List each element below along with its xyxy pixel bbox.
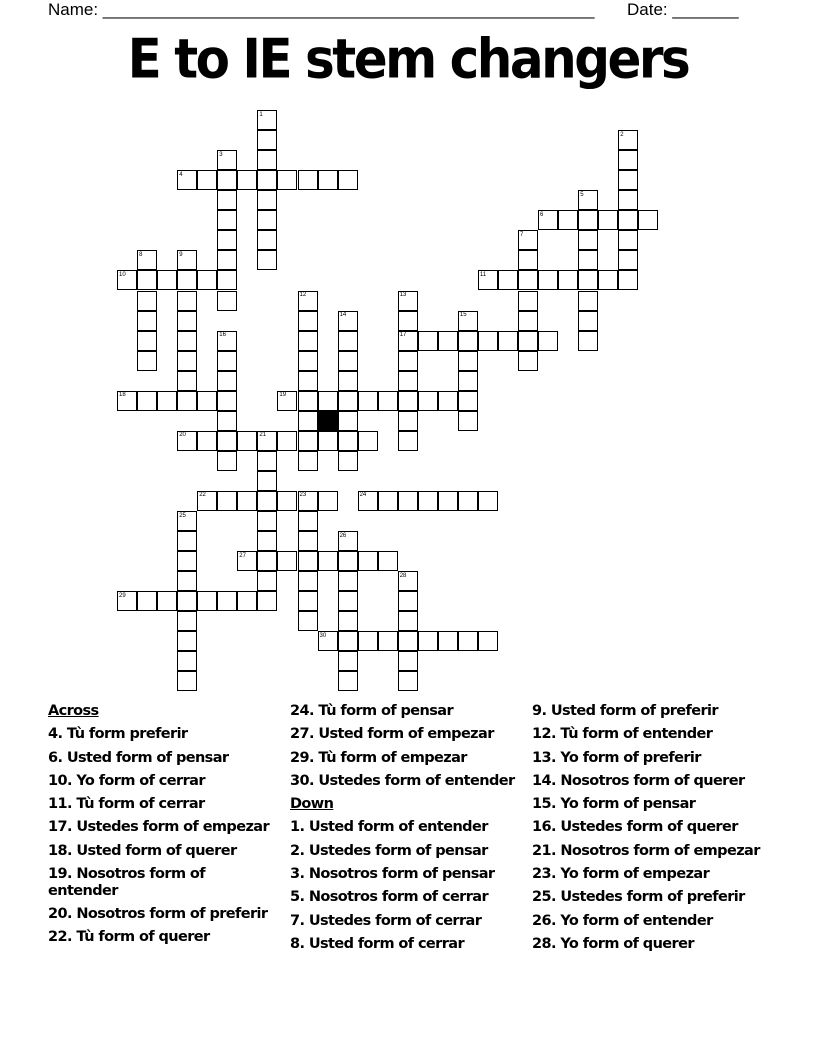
grid-cell[interactable]: [237, 431, 257, 451]
clue-item: 23. Yo form of empezar: [532, 866, 710, 883]
date-field[interactable]: Date: _______: [627, 0, 739, 19]
grid-cell[interactable]: [257, 551, 277, 571]
clue-item: 10. Yo form of cerrar: [48, 772, 205, 789]
clue-item: 18. Usted form of querer: [48, 842, 237, 859]
grid-cell[interactable]: [338, 451, 358, 471]
grid-cell[interactable]: [257, 230, 277, 250]
grid-cell[interactable]: [177, 531, 197, 551]
grid-cell[interactable]: [418, 391, 438, 411]
grid-cell[interactable]: [338, 391, 358, 411]
clue-column-2: [290, 700, 526, 956]
clue-item: 8. Usted form of cerrar: [290, 935, 465, 952]
clue-number: 8: [139, 251, 143, 258]
grid-cell[interactable]: [478, 331, 498, 351]
grid-cell[interactable]: [338, 431, 358, 451]
grid-cell[interactable]: [217, 431, 237, 451]
grid-cell[interactable]: [137, 331, 157, 351]
grid-cell[interactable]: [438, 491, 458, 511]
grid-cell[interactable]: [318, 491, 338, 511]
clue-number: 16: [219, 332, 226, 339]
grid-cell[interactable]: [257, 210, 277, 230]
clue-item: 30. Ustedes form of entender: [290, 772, 515, 789]
grid-cell[interactable]: [257, 511, 277, 531]
clue-number: 22: [199, 492, 206, 499]
grid-cell[interactable]: [177, 291, 197, 311]
grid-cell[interactable]: [298, 331, 318, 351]
grid-cell[interactable]: [217, 230, 237, 250]
grid-cell[interactable]: [217, 591, 237, 611]
grid-cell[interactable]: [318, 170, 338, 190]
clue-number: 30: [319, 632, 327, 639]
grid-cell[interactable]: [197, 591, 217, 611]
grid-cell[interactable]: [398, 611, 418, 631]
clue-column-1: [48, 700, 276, 949]
grid-cell[interactable]: [257, 170, 277, 190]
grid-cell[interactable]: [498, 331, 518, 351]
grid-cell[interactable]: [257, 250, 277, 270]
grid-cell[interactable]: [618, 250, 638, 270]
grid-cell[interactable]: [518, 270, 538, 290]
grid-cell[interactable]: [237, 591, 257, 611]
grid-cell[interactable]: [578, 270, 598, 290]
grid-cell[interactable]: [217, 270, 237, 290]
grid-cell[interactable]: [298, 511, 318, 531]
grid-cell[interactable]: [438, 391, 458, 411]
grid-cell[interactable]: [298, 591, 318, 611]
grid-cell[interactable]: [217, 371, 237, 391]
shaded-cell: [318, 411, 338, 431]
grid-cell[interactable]: [598, 210, 618, 230]
clue-item: 22. Tù form of querer: [48, 929, 210, 946]
grid-cell[interactable]: [458, 391, 478, 411]
clue-number: 9: [179, 251, 183, 258]
grid-cell[interactable]: [217, 391, 237, 411]
name-field[interactable]: Name: ____________________________________________________: [48, 0, 595, 19]
grid-cell[interactable]: [318, 431, 338, 451]
grid-cell[interactable]: [217, 491, 237, 511]
grid-cell[interactable]: [197, 431, 217, 451]
grid-cell[interactable]: [378, 491, 398, 511]
clue-item: 19. Nosotros form of entender: [48, 866, 205, 900]
grid-cell[interactable]: [618, 190, 638, 210]
grid-cell[interactable]: [257, 491, 277, 511]
grid-cell[interactable]: [298, 531, 318, 551]
clue-number: 27: [239, 552, 246, 559]
grid-cell[interactable]: [177, 571, 197, 591]
clue-number: 24: [359, 492, 367, 499]
grid-cell[interactable]: [578, 331, 598, 351]
clue-item: 27. Usted form of empezar: [290, 726, 494, 743]
grid-cell[interactable]: [257, 451, 277, 471]
clue-heading-across: Across: [48, 703, 99, 719]
grid-cell[interactable]: [618, 210, 638, 230]
clue-item: 13. Yo form of preferir: [532, 749, 701, 766]
clue-number: 10: [119, 271, 126, 278]
grid-cell[interactable]: [177, 591, 197, 611]
clue-number: 19: [279, 392, 287, 399]
grid-cell[interactable]: [237, 170, 257, 190]
clue-item: 20. Nosotros form of preferir: [48, 906, 268, 923]
clue-item: 14. Nosotros form of querer: [532, 772, 745, 789]
grid-cell[interactable]: [298, 371, 318, 391]
grid-cell[interactable]: [538, 331, 558, 351]
grid-cell[interactable]: [498, 270, 518, 290]
grid-cell[interactable]: [338, 351, 358, 371]
grid-cell[interactable]: [338, 571, 358, 591]
grid-cell[interactable]: [398, 591, 418, 611]
grid-cell[interactable]: [578, 291, 598, 311]
grid-cell[interactable]: [177, 311, 197, 331]
grid-cell[interactable]: [518, 250, 538, 270]
grid-cell[interactable]: [358, 551, 378, 571]
grid-cell[interactable]: [137, 391, 157, 411]
grid-cell[interactable]: [338, 551, 358, 571]
grid-cell[interactable]: [157, 391, 177, 411]
grid-cell[interactable]: [578, 250, 598, 270]
grid-cell[interactable]: [458, 351, 478, 371]
grid-cell[interactable]: [197, 391, 217, 411]
grid-cell[interactable]: [318, 391, 338, 411]
grid-cell[interactable]: [398, 411, 418, 431]
clue-number: 20: [179, 432, 186, 439]
grid-cell[interactable]: [618, 150, 638, 170]
clue-number: 6: [540, 211, 544, 218]
clue-item: 1. Usted form of entender: [290, 819, 488, 836]
clue-number: 15: [459, 312, 467, 318]
grid-cell[interactable]: [137, 311, 157, 331]
clue-number: 17: [399, 332, 407, 339]
grid-cell[interactable]: [257, 150, 277, 170]
grid-cell[interactable]: [217, 291, 237, 311]
grid-cell[interactable]: [277, 551, 297, 571]
clue-number: 25: [179, 512, 186, 519]
grid-cell[interactable]: [418, 331, 438, 351]
grid-cell[interactable]: [398, 351, 418, 371]
page-title: E to IE stem changers: [127, 27, 689, 91]
grid-cell[interactable]: [177, 611, 197, 631]
grid-cell[interactable]: [298, 411, 318, 431]
grid-cell[interactable]: [298, 170, 318, 190]
grid-cell[interactable]: [398, 631, 418, 651]
grid-cell[interactable]: [217, 190, 237, 210]
clue-item: 25. Ustedes form of preferir: [532, 889, 745, 906]
grid-cell[interactable]: [358, 431, 378, 451]
clue-number: 5: [580, 191, 584, 198]
grid-cell[interactable]: [298, 551, 318, 571]
grid-cell[interactable]: [257, 190, 277, 210]
grid-cell[interactable]: [217, 170, 237, 190]
clue-number: 1: [259, 111, 263, 118]
clue-item: 26. Yo form of entender: [532, 912, 713, 929]
grid-cell[interactable]: [458, 631, 478, 651]
grid-cell[interactable]: [438, 631, 458, 651]
grid-cell[interactable]: [257, 571, 277, 591]
clue-number: 13: [399, 292, 407, 298]
grid-cell[interactable]: [298, 431, 318, 451]
grid-cell[interactable]: [298, 571, 318, 591]
grid-cell[interactable]: [458, 411, 478, 431]
clue-number: 4: [179, 171, 183, 178]
grid-cell[interactable]: [237, 491, 257, 511]
grid-cell[interactable]: [217, 411, 237, 431]
grid-cell[interactable]: [378, 391, 398, 411]
grid-cell[interactable]: [177, 270, 197, 290]
clue-item: 24. Tù form of pensar: [290, 703, 454, 719]
grid-cell[interactable]: [217, 451, 237, 471]
grid-cell[interactable]: [257, 130, 277, 150]
grid-cell[interactable]: [518, 351, 538, 371]
grid-cell[interactable]: [137, 591, 157, 611]
grid-cell[interactable]: [398, 671, 418, 691]
grid-cell[interactable]: [217, 210, 237, 230]
grid-cell[interactable]: [418, 631, 438, 651]
clue-number: 14: [339, 312, 347, 318]
grid-cell[interactable]: [157, 270, 177, 290]
clue-item: 28. Yo form of querer: [532, 935, 694, 952]
grid-cell[interactable]: [618, 230, 638, 250]
grid-cell[interactable]: [478, 491, 498, 511]
grid-cell[interactable]: [598, 270, 618, 290]
grid-cell[interactable]: [277, 170, 297, 190]
clue-number: 21: [259, 432, 267, 439]
clue-item: 3. Nosotros form of pensar: [290, 866, 495, 883]
clue-number: 28: [399, 572, 407, 579]
grid-cell[interactable]: [398, 431, 418, 451]
grid-cell[interactable]: [257, 591, 277, 611]
clue-number: 12: [299, 292, 307, 298]
clue-number: 3: [219, 151, 223, 158]
clue-item: 29. Tù form of empezar: [290, 749, 467, 766]
grid-cell[interactable]: [318, 551, 338, 571]
grid-cell[interactable]: [177, 371, 197, 391]
grid-cell[interactable]: [177, 651, 197, 671]
grid-cell[interactable]: [578, 311, 598, 331]
grid-cell[interactable]: [257, 531, 277, 551]
grid-cell[interactable]: [398, 371, 418, 391]
grid-cell[interactable]: [298, 391, 318, 411]
grid-cell[interactable]: [217, 250, 237, 270]
grid-cell[interactable]: [338, 170, 358, 190]
clue-number: 2: [620, 131, 624, 138]
grid-cell[interactable]: [277, 491, 297, 511]
grid-cell[interactable]: [338, 371, 358, 391]
grid-cell[interactable]: [458, 331, 478, 351]
grid-cell[interactable]: [558, 270, 578, 290]
clue-item: 11. Tù form of cerrar: [48, 796, 205, 813]
clue-item: 12. Tù form of entender: [532, 726, 713, 743]
grid-cell[interactable]: [338, 611, 358, 631]
grid-cell[interactable]: [217, 351, 237, 371]
grid-cell[interactable]: [177, 671, 197, 691]
grid-cell[interactable]: [398, 391, 418, 411]
grid-cell[interactable]: [518, 331, 538, 351]
grid-cell[interactable]: [518, 291, 538, 311]
grid-cell[interactable]: [378, 551, 398, 571]
clue-item: 17. Ustedes form of empezar: [48, 819, 270, 836]
grid-cell[interactable]: [518, 311, 538, 331]
grid-cell[interactable]: [177, 331, 197, 351]
grid-cell[interactable]: [338, 411, 358, 431]
clue-column-3: [532, 700, 772, 956]
grid-cell[interactable]: [338, 671, 358, 691]
grid-cell[interactable]: [177, 551, 197, 571]
clue-number: 18: [119, 392, 126, 399]
clue-item: 2. Ustedes form of pensar: [290, 842, 488, 859]
clue-item: 4. Tù form preferir: [48, 726, 188, 743]
clue-number: 23: [299, 492, 307, 499]
grid-cell[interactable]: [137, 291, 157, 311]
grid-cell[interactable]: [137, 351, 157, 371]
grid-cell[interactable]: [478, 631, 498, 651]
grid-cell[interactable]: [358, 391, 378, 411]
grid-cell[interactable]: [398, 651, 418, 671]
grid-cell[interactable]: [338, 631, 358, 651]
clue-item: 6. Usted form of pensar: [48, 749, 229, 766]
clue-item: 16. Ustedes form of querer: [532, 819, 738, 836]
grid-cell[interactable]: [418, 491, 438, 511]
grid-cell[interactable]: [558, 210, 578, 230]
grid-cell[interactable]: [358, 631, 378, 651]
grid-cell[interactable]: [578, 210, 598, 230]
grid-cell[interactable]: [458, 371, 478, 391]
clue-item: 5. Nosotros form of cerrar: [290, 889, 489, 906]
grid-cell[interactable]: [197, 170, 217, 190]
clue-item: 7. Ustedes form of cerrar: [290, 912, 482, 929]
grid-cell[interactable]: [157, 591, 177, 611]
grid-cell[interactable]: [438, 331, 458, 351]
clue-item: 21. Nosotros form of empezar: [532, 842, 760, 859]
grid-cell[interactable]: [618, 270, 638, 290]
clue-item: 15. Yo form of pensar: [532, 796, 696, 813]
grid-cell[interactable]: [338, 331, 358, 351]
grid-cell[interactable]: [298, 451, 318, 471]
grid-cell[interactable]: [618, 170, 638, 190]
clue-heading-down: Down: [290, 796, 334, 813]
grid-cell[interactable]: [277, 431, 297, 451]
grid-cell[interactable]: [298, 351, 318, 371]
clue-number: 26: [339, 532, 347, 539]
clue-number: 7: [520, 231, 524, 238]
grid-cell[interactable]: [177, 351, 197, 371]
grid-cell[interactable]: [298, 311, 318, 331]
grid-cell[interactable]: [298, 611, 318, 631]
grid-cell[interactable]: [458, 491, 478, 511]
clue-number: 29: [119, 592, 126, 599]
grid-cell[interactable]: [197, 270, 217, 290]
clue-number: 11: [479, 271, 487, 278]
grid-cell[interactable]: [338, 651, 358, 671]
grid-cell[interactable]: [578, 230, 598, 250]
clue-item: 9. Usted form of preferir: [532, 703, 718, 719]
grid-cell[interactable]: [137, 270, 157, 290]
grid-cell[interactable]: [398, 491, 418, 511]
grid-cell[interactable]: [638, 210, 658, 230]
grid-cell[interactable]: [538, 270, 558, 290]
grid-cell[interactable]: [398, 311, 418, 331]
grid-cell[interactable]: [338, 591, 358, 611]
grid-cell[interactable]: [257, 471, 277, 491]
grid-cell[interactable]: [177, 391, 197, 411]
grid-cell[interactable]: [177, 631, 197, 651]
grid-cell[interactable]: [378, 631, 398, 651]
